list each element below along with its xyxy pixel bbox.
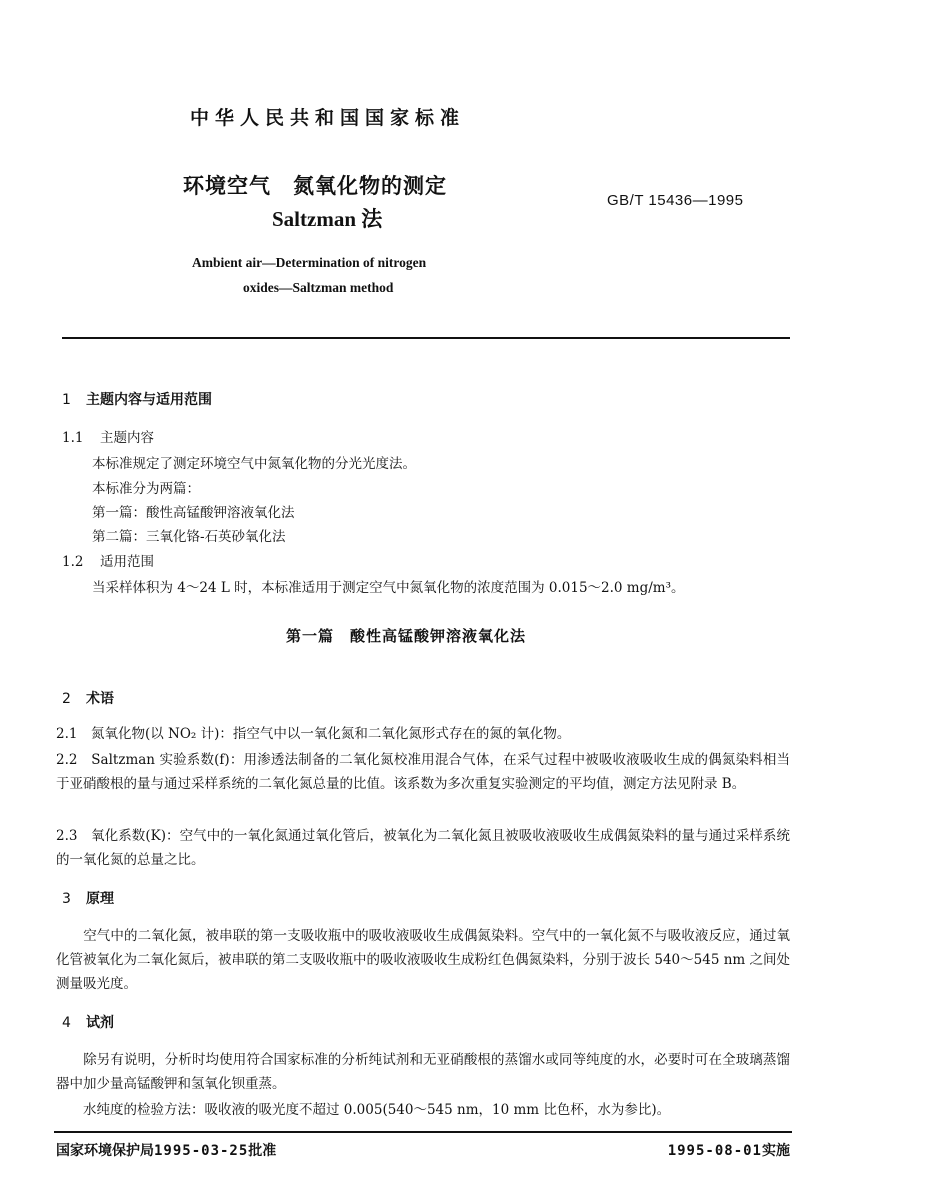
section-2-3-paragraph: 2.3 氧化系数(K)：空气中的一氧化氮通过氧化管后，被氧化为二氧化氮且被吸收液吸收生成偶氮染料的量与通过采样系统的一氧化氮的总量之比。 (56, 828, 790, 868)
section-3-heading (62, 888, 114, 908)
section-1-1-line: 第一篇：酸性高锰酸钾溶液氧化法 (92, 505, 295, 521)
section-4-title: 试剂 (86, 1015, 114, 1031)
title-cn-line1: 环境空气 氮氧化物的测定 (183, 174, 447, 198)
section-1-2-text: 当采样体积为 4～24 L 时，本标准适用于测定空气中氮氧化物的浓度范围为 0.015～2.0 mg/m³。 (92, 580, 685, 596)
section-3-title: 原理 (86, 891, 114, 907)
title-en-line2: oxides—Saltzman method (243, 280, 394, 295)
section-1-1-line: 第二篇：三氧化铬-石英砂氧化法 (92, 529, 286, 545)
title-cn-line2: Saltzman 法 (272, 207, 383, 231)
section-1-title: 主题内容与适用范围 (86, 392, 212, 408)
section-1-1-heading (62, 426, 154, 446)
section-1-1-number: 1.1 (62, 430, 84, 446)
section-1-number: 1 (62, 392, 71, 408)
section-4-heading (62, 1012, 114, 1032)
section-1-1-line: 本标准分为两篇： (92, 481, 200, 497)
section-2-1-paragraph: 2.1 氮氧化物(以 NO₂ 计)：指空气中以一氧化氮和二氧化氮形式存在的氮的氧化物。 (56, 726, 571, 742)
section-1-2-heading (62, 550, 154, 570)
standard-number: GB/T 15436—1995 (607, 192, 744, 209)
section-1-2-title: 适用范围 (100, 554, 154, 570)
section-3-number: 3 (62, 891, 71, 907)
section-3-paragraph: 空气中的二氧化氮，被串联的第一支吸收瓶中的吸收液吸收生成偶氮染料。空气中的一氧化氮不与吸收液反应，通过氧化管被氧化为二氧化氮后，被串联的第二支吸收瓶中的吸收液吸收生成粉红色偶氮染料，分别于波长 540～545 nm 之间处测量吸光度。 (56, 928, 790, 992)
section-1-1-line: 本标准规定了测定环境空气中氮氧化物的分光光度法。 (92, 456, 416, 472)
section-1-heading (62, 389, 212, 409)
section-2-heading (62, 688, 114, 708)
approval-org: 国家环境保护局 (56, 1143, 154, 1159)
approval-line (56, 1140, 276, 1160)
approval-date: 1995-03-25 (154, 1143, 249, 1159)
section-1-2-number: 1.2 (62, 554, 84, 570)
header-divider (62, 337, 790, 339)
section-4-number: 4 (62, 1015, 71, 1031)
footer-divider (54, 1131, 792, 1133)
effective-label: 实施 (762, 1143, 790, 1159)
section-1-1-title: 主题内容 (100, 430, 154, 446)
part-one-title: 第一篇 酸性高锰酸钾溶液氧化法 (286, 627, 527, 645)
effective-date: 1995-08-01 (667, 1143, 762, 1159)
section-2-2-paragraph: 2.2 Saltzman 实验系数(f)：用渗透法制备的二氧化氮校准用混合气体，在采气过程中被吸收液吸收生成的偶氮染料相当于亚硝酸根的量与通过采样系统的二氧化氮总量的比值。该系数为多次重复实验测定的平均值，测定方法见附录 B。 (56, 752, 790, 792)
effective-line (668, 1140, 790, 1160)
approval-label: 批准 (248, 1143, 277, 1159)
title-en-line1: Ambient air—Determination of nitrogen (192, 255, 427, 270)
section-2-number: 2 (62, 691, 71, 707)
section-2-title: 术语 (86, 691, 114, 707)
section-4-paragraph: 除另有说明，分析时均使用符合国家标准的分析纯试剂和无亚硝酸根的蒸馏水或同等纯度的水，必要时可在全玻璃蒸馏器中加少量高锰酸钾和氢氧化钡重蒸。 (56, 1052, 790, 1092)
section-4-water-purity: 水纯度的检验方法：吸收液的吸光度不超过 0.005(540～545 nm，10 mm 比色杯，水为参比)。 (56, 1102, 671, 1118)
standard-authority: 中华人民共和国国家标准 (190, 107, 466, 129)
